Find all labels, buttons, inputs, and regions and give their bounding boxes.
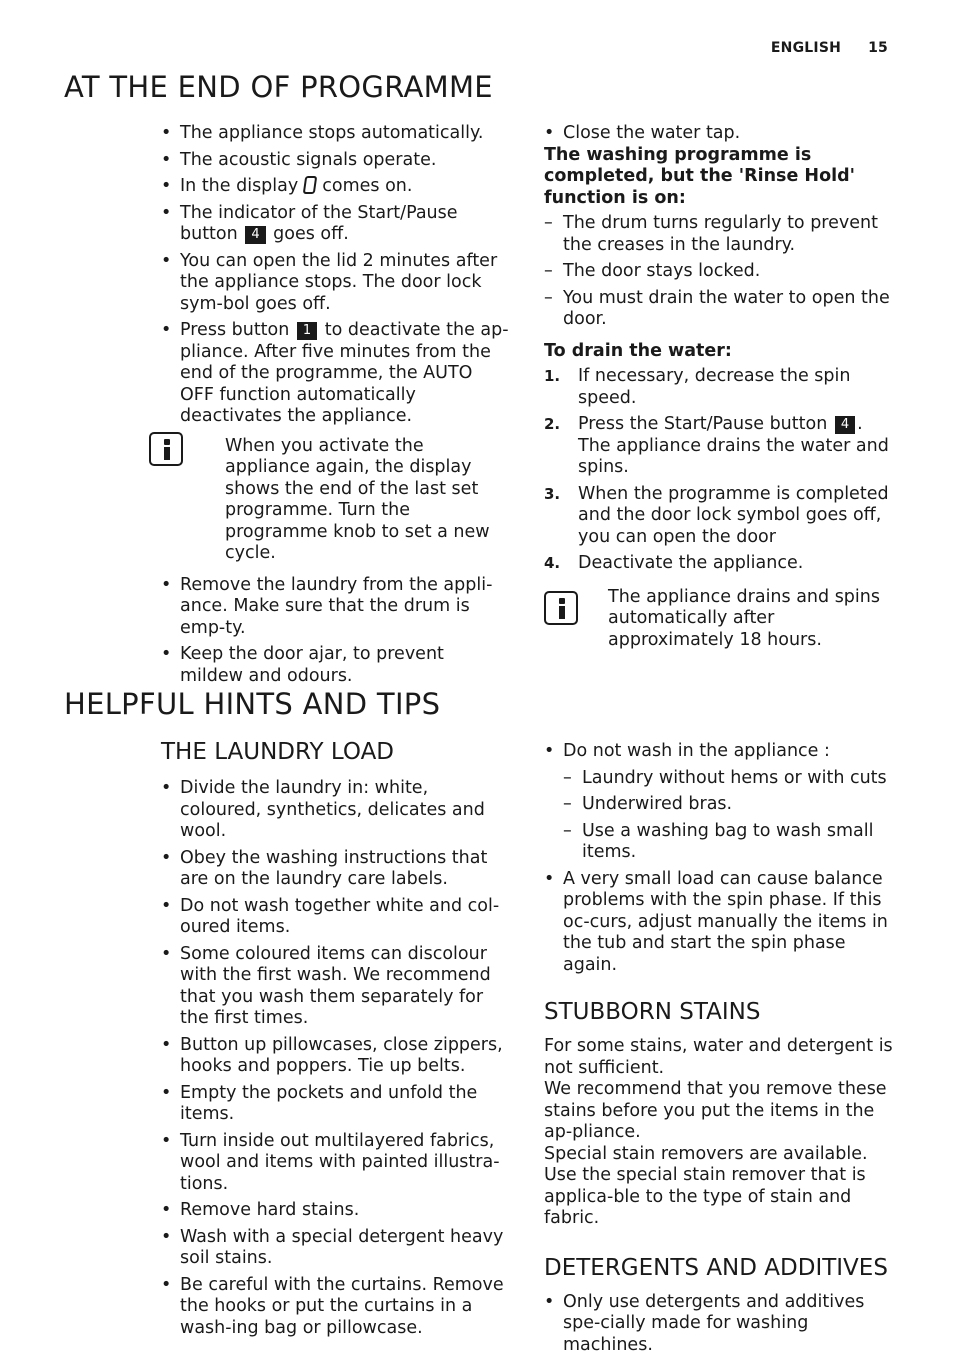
step-number: 3.	[544, 484, 561, 503]
page-header	[749, 38, 888, 60]
section-title-helpful-hints: HELPFUL HINTS AND TIPS	[64, 687, 441, 721]
list-item: • A very small load can cause balance problems with the spin phase. If this oc-curs, adjust manually the items in the tub and start the spin phase again.	[544, 869, 894, 977]
display-text-post: comes on.	[322, 176, 413, 196]
button-1-marker: 1	[297, 322, 317, 340]
do-not-wash-sublist	[563, 768, 894, 864]
indicator-text-post: goes off.	[273, 224, 349, 244]
do-not-wash-list	[544, 741, 894, 976]
end-programme-list-a	[161, 123, 511, 428]
list-item: • You can open the lid 2 minutes after the appliance stops. The door lock sym-bol goes off.	[161, 251, 511, 316]
list-item: • Keep the door ajar, to prevent mildew and odours.	[161, 644, 511, 687]
list-item: – You must drain the water to open the door.	[544, 288, 894, 331]
end-programme-list-b	[161, 575, 511, 688]
list-item	[544, 553, 894, 575]
list-item: • Obey the washing instructions that are on the laundry care labels.	[161, 848, 511, 891]
header-language: ENGLISH	[770, 40, 842, 56]
list-item: – Underwired bras.	[563, 794, 894, 816]
stubborn-stains-title: STUBBORN STAINS	[544, 999, 761, 1025]
list-item: – Use a washing bag to wash small items.	[563, 821, 894, 864]
laundry-load-list	[161, 778, 511, 1339]
end-programme-right-column	[544, 123, 894, 651]
hints-left-column	[161, 738, 511, 1344]
list-item: • Wash with a special detergent heavy soil stains.	[161, 1227, 511, 1270]
step-number: 2.	[544, 415, 561, 433]
list-item: • The appliance stops automatically.	[161, 123, 511, 145]
list-item	[544, 741, 894, 864]
display-zero-icon	[303, 176, 318, 194]
list-item: – Laundry without hems or with cuts	[563, 768, 894, 790]
list-item: • Only use detergents and additives spe-cially made for washing machines.	[544, 1292, 894, 1357]
step-text: If necessary, decrease the spin speed.	[578, 366, 851, 408]
list-item	[161, 320, 511, 428]
step-text-pre: Press the Start/Pause button	[578, 414, 828, 434]
detergents-list	[544, 1292, 894, 1357]
drain-steps	[544, 366, 894, 575]
info-note-text: When you activate the appliance again, the display shows the end of the last set programme. Turn the programme knob to set a new cycle.	[225, 435, 490, 563]
list-item: • Turn inside out multilayered fabrics, wool and items with painted illustra-tions.	[161, 1131, 511, 1196]
list-item: • Do not wash together white and col-oured items.	[161, 896, 511, 939]
step-text: When the programme is completed and the door lock symbol goes off, you can open the door	[578, 483, 889, 547]
list-item: • Button up pillowcases, close zippers, hooks and poppers. Tie up belts.	[161, 1035, 511, 1078]
rinse-hold-list	[544, 213, 894, 331]
list-item: • Be careful with the curtains. Remove the hooks or put the curtains in a wash-ing bag or pillowcase.	[161, 1275, 511, 1340]
do-not-wash-text: Do not wash in the appliance :	[563, 741, 830, 761]
info-note-left	[149, 436, 511, 565]
hints-right-column	[544, 741, 894, 1361]
list-item: • Divide the laundry in: white, coloured, synthetics, delicates and wool.	[161, 778, 511, 843]
info-note-right	[544, 587, 894, 652]
list-item: • Close the water tap.	[544, 123, 894, 145]
list-item: – The door stays locked.	[544, 261, 894, 283]
press-text-pre: Press button	[180, 320, 290, 340]
list-item	[161, 203, 511, 246]
step-number: 4.	[544, 554, 561, 572]
list-item: • Remove hard stains.	[161, 1200, 511, 1222]
list-item: – The drum turns regularly to prevent the creases in the laundry.	[544, 213, 894, 256]
detergents-title: DETERGENTS AND ADDITIVES	[544, 1254, 888, 1281]
close-tap-list	[544, 123, 894, 145]
list-item	[161, 176, 511, 198]
list-item	[544, 366, 894, 409]
info-icon	[149, 432, 183, 466]
stubborn-paragraph: We recommend that you remove these stains before you put the items in the ap-pliance.	[544, 1079, 887, 1142]
info-note-text: The appliance drains and spins automatically after approximately 18 hours.	[608, 586, 880, 650]
stubborn-paragraph: For some stains, water and detergent is not sufficient.	[544, 1036, 893, 1078]
list-item: • Empty the pockets and unfold the items.	[161, 1083, 511, 1126]
list-item	[544, 484, 894, 549]
step-text-post: . The appliance drains the water and spins.	[578, 414, 889, 477]
rinse-hold-heading: The washing programme is completed, but the 'Rinse Hold' function is on:	[544, 144, 855, 208]
button-4-marker: 4	[245, 226, 265, 244]
section-title-end-of-programme: AT THE END OF PROGRAMME	[64, 70, 493, 104]
end-programme-left-column	[161, 123, 511, 692]
laundry-load-title: THE LAUNDRY LOAD	[161, 739, 395, 765]
press-text-post: to deactivate the ap-pliance. After five minutes from the end of the programme, the AUTO OFF function automatically deactivates the appliance.	[180, 320, 509, 426]
list-item	[544, 414, 894, 479]
list-item: • The acoustic signals operate.	[161, 150, 511, 172]
drain-heading: To drain the water:	[544, 340, 732, 361]
list-item: • Some coloured items can discolour with the first wash. We recommend that you wash them separately for the first times.	[161, 944, 511, 1030]
page-number: 15	[868, 40, 888, 56]
step-number: 1.	[544, 367, 561, 385]
list-item: • Remove the laundry from the appli-ance. Make sure that the drum is emp-ty.	[161, 575, 511, 640]
button-4-marker: 4	[835, 416, 855, 434]
display-text-pre: In the display	[180, 176, 299, 196]
indicator-text-pre: The indicator of the Start/Pause button	[180, 202, 458, 244]
info-icon	[544, 591, 578, 625]
step-text: Deactivate the appliance.	[578, 553, 804, 573]
stubborn-paragraph: Special stain removers are available. Use the special stain remover that is applica-ble to the type of stain and fabric.	[544, 1143, 868, 1228]
